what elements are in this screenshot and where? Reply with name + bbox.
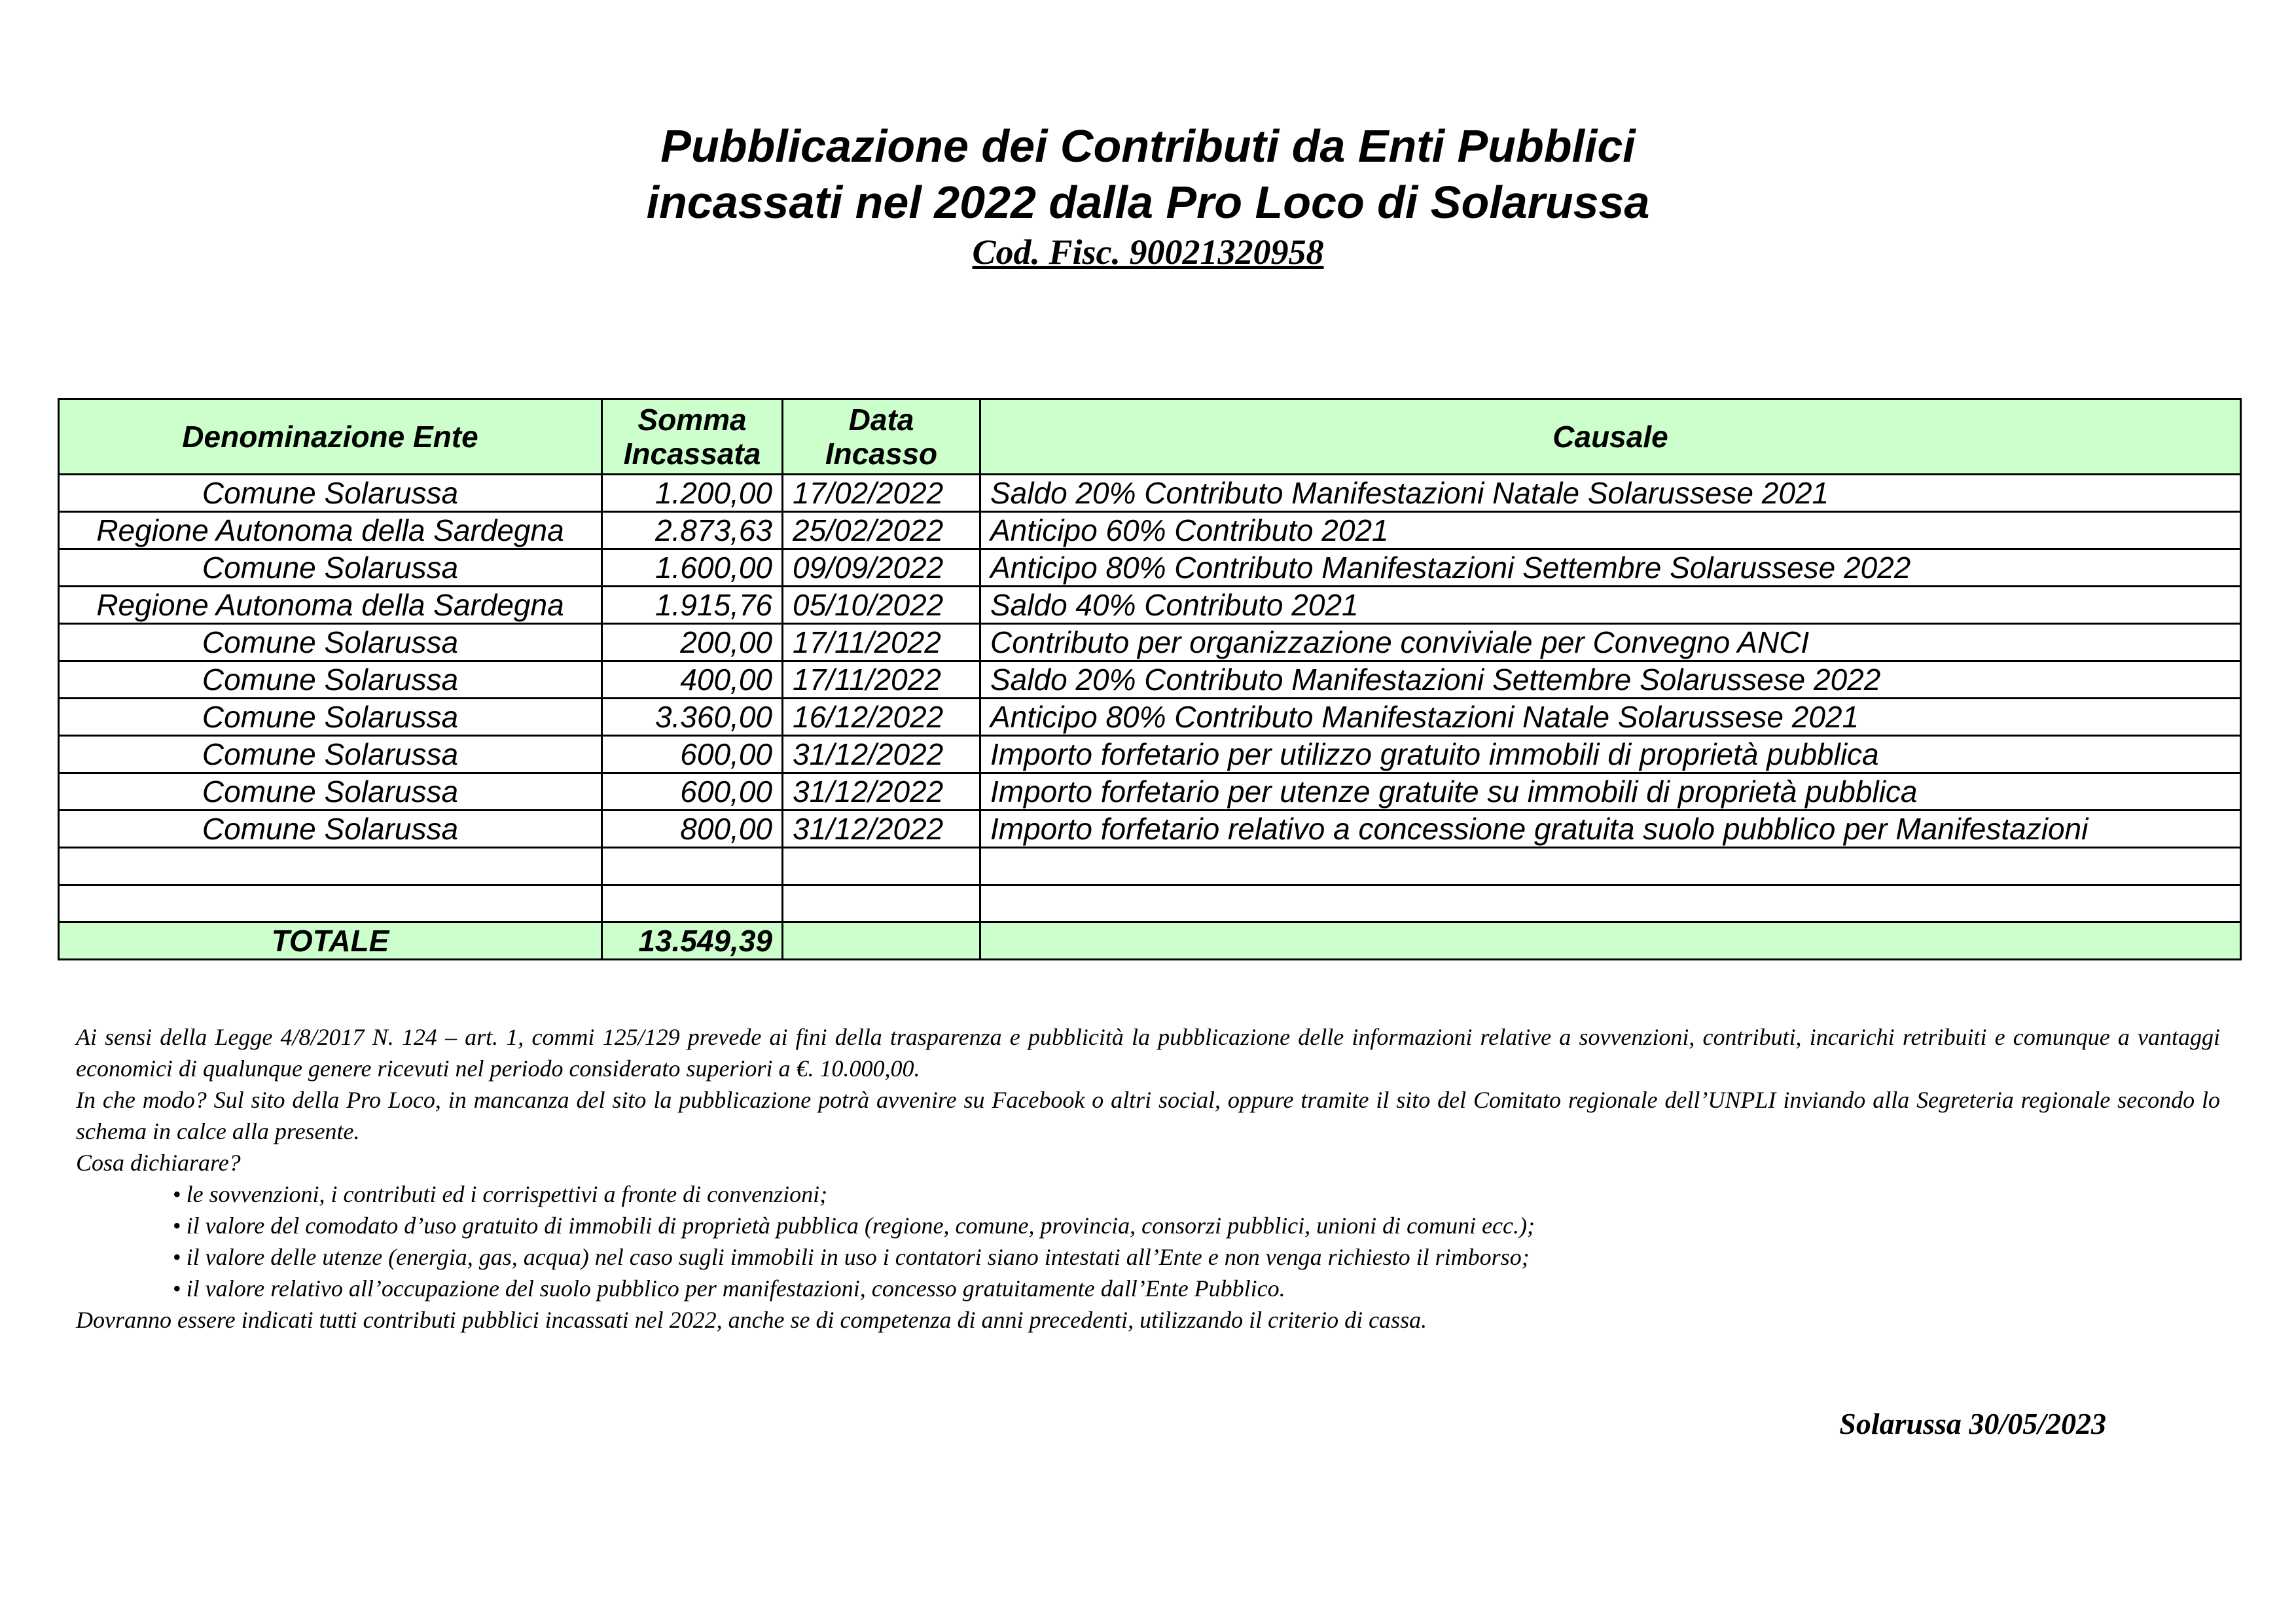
header-somma [602,399,783,475]
cell-ente: Comune Solarussa [59,661,602,699]
bullet-icon: • [173,1275,181,1302]
table-row [59,624,2241,661]
list-item [76,1178,2220,1210]
bullet-icon: • [173,1181,181,1207]
cell-data: 25/02/2022 [783,512,980,549]
note-paragraph: Ai sensi della Legge 4/8/2017 N. 124 – art. 1, commi 125/129 prevede ai fini della trasparenza e pubblicità la pubblicazione delle informazioni relative a sovvenzioni, contributi, incarichi retribuiti e comunque a vantaggi economici di qualunque genere ricevuti nel periodo considerato superiori a €. 10.000,00. [76,1024,2220,1082]
total-label: TOTALE [59,922,602,960]
header-somma-line-2: Incassata [623,437,761,471]
cell-ente: Comune Solarussa [59,811,602,848]
empty-cell [602,848,783,885]
total-value: 13.549,39 [602,922,783,960]
table-row [59,661,2241,699]
header-data [783,399,980,475]
cell-ente: Regione Autonoma della Sardegna [59,512,602,549]
cell-data: 31/12/2022 [783,811,980,848]
cell-causale: Saldo 20% Contributo Manifestazioni Natale Solarussese 2021 [980,475,2241,512]
legal-notes [76,1021,2220,1336]
cell-data: 31/12/2022 [783,773,980,811]
empty-cell [980,885,2241,922]
cell-somma: 600,00 [602,736,783,773]
header-somma-line-1: Somma [637,403,747,437]
header-data-line-2: Incasso [825,437,938,471]
table-row [59,699,2241,736]
empty-row [59,848,2241,885]
cell-data: 17/11/2022 [783,624,980,661]
cell-ente: Comune Solarussa [59,699,602,736]
cell-somma: 800,00 [602,811,783,848]
cell-causale: Importo forfetario relativo a concessione gratuita suolo pubblico per Manifestazioni [980,811,2241,848]
cell-somma: 3.360,00 [602,699,783,736]
table-header-row [59,399,2241,475]
note-paragraph: Cosa dichiarare? [76,1150,241,1176]
table-row [59,512,2241,549]
cell-ente: Comune Solarussa [59,549,602,587]
list-item-text: le sovvenzioni, i contributi ed i corrispettivi a fronte di convenzioni; [186,1181,828,1207]
cell-ente: Comune Solarussa [59,773,602,811]
bullet-icon: • [173,1213,181,1239]
empty-cell [602,885,783,922]
note-paragraph: Dovranno essere indicati tutti contributi pubblici incassati nel 2022, anche se di competenza di anni precedenti, utilizzando il criterio di cassa. [76,1307,1427,1333]
cell-causale: Saldo 40% Contributo 2021 [980,587,2241,624]
cell-ente: Comune Solarussa [59,475,602,512]
cell-ente: Comune Solarussa [59,736,602,773]
page-title-line-1: Pubblicazione dei Contributi da Enti Pubblici [660,120,1636,172]
cell-data: 16/12/2022 [783,699,980,736]
note-paragraph: In che modo? Sul sito della Pro Loco, in mancanza del sito la pubblicazione potrà avvenire su Facebook o altri social, oppure tramite il sito del Comitato regionale dell’UNPLI inviando alla Segreteria regionale secondo lo schema in calce alla presente. [76,1087,2220,1144]
fiscal-code: Cod. Fisc. 90021320958 [972,232,1324,272]
contributions-table [58,398,2242,960]
list-item-text: il valore delle utenze (energia, gas, acqua) nel caso sugli immobili in uso i contatori siano intestati all’Ente e non venga richiesto il rimborso; [186,1244,1530,1270]
empty-cell [783,848,980,885]
cell-causale: Saldo 20% Contributo Manifestazioni Settembre Solarussese 2022 [980,661,2241,699]
table-row [59,475,2241,512]
page-title-line-2: incassati nel 2022 dalla Pro Loco di Solarussa [646,177,1650,228]
list-item-text: il valore del comodato d’uso gratuito di immobili di proprietà pubblica (regione, comune, provincia, consorzi pubblici, unioni di comuni ecc.); [186,1213,1535,1239]
cell-data: 17/02/2022 [783,475,980,512]
cell-causale: Anticipo 80% Contributo Manifestazioni Natale Solarussese 2021 [980,699,2241,736]
cell-causale: Anticipo 80% Contributo Manifestazioni Settembre Solarussese 2022 [980,549,2241,587]
cell-somma: 2.873,63 [602,512,783,549]
cell-somma: 1.600,00 [602,549,783,587]
cell-causale: Contributo per organizzazione conviviale per Convegno ANCI [980,624,2241,661]
total-row [59,922,2241,960]
cell-causale: Importo forfetario per utenze gratuite su immobili di proprietà pubblica [980,773,2241,811]
cell-causale: Importo forfetario per utilizzo gratuito immobili di proprietà pubblica [980,736,2241,773]
cell-data: 05/10/2022 [783,587,980,624]
table-row [59,736,2241,773]
empty-cell [783,922,980,960]
header-data-line-1: Data [848,403,914,437]
cell-somma: 1.200,00 [602,475,783,512]
table-row [59,587,2241,624]
cell-ente: Comune Solarussa [59,624,602,661]
empty-cell [980,848,2241,885]
list-item [76,1241,2220,1273]
table-row [59,773,2241,811]
cell-ente: Regione Autonoma della Sardegna [59,587,602,624]
cell-somma: 600,00 [602,773,783,811]
empty-cell [783,885,980,922]
cell-somma: 200,00 [602,624,783,661]
empty-cell [59,885,602,922]
header-causale: Causale [980,399,2241,475]
table-row [59,549,2241,587]
list-item [76,1210,2220,1241]
cell-somma: 400,00 [602,661,783,699]
place-date-signature: Solarussa 30/05/2023 [1839,1407,2106,1440]
empty-cell [59,848,602,885]
header-ente: Denominazione Ente [59,399,602,475]
list-item [76,1273,2220,1304]
cell-data: 17/11/2022 [783,661,980,699]
empty-cell [980,922,2241,960]
table-row [59,811,2241,848]
list-item-text: il valore relativo all’occupazione del suolo pubblico per manifestazioni, concesso gratuitamente dall’Ente Pubblico. [186,1275,1285,1302]
cell-causale: Anticipo 60% Contributo 2021 [980,512,2241,549]
cell-data: 31/12/2022 [783,736,980,773]
empty-row [59,885,2241,922]
declaration-list [76,1178,2220,1304]
cell-somma: 1.915,76 [602,587,783,624]
cell-data: 09/09/2022 [783,549,980,587]
bullet-icon: • [173,1244,181,1270]
